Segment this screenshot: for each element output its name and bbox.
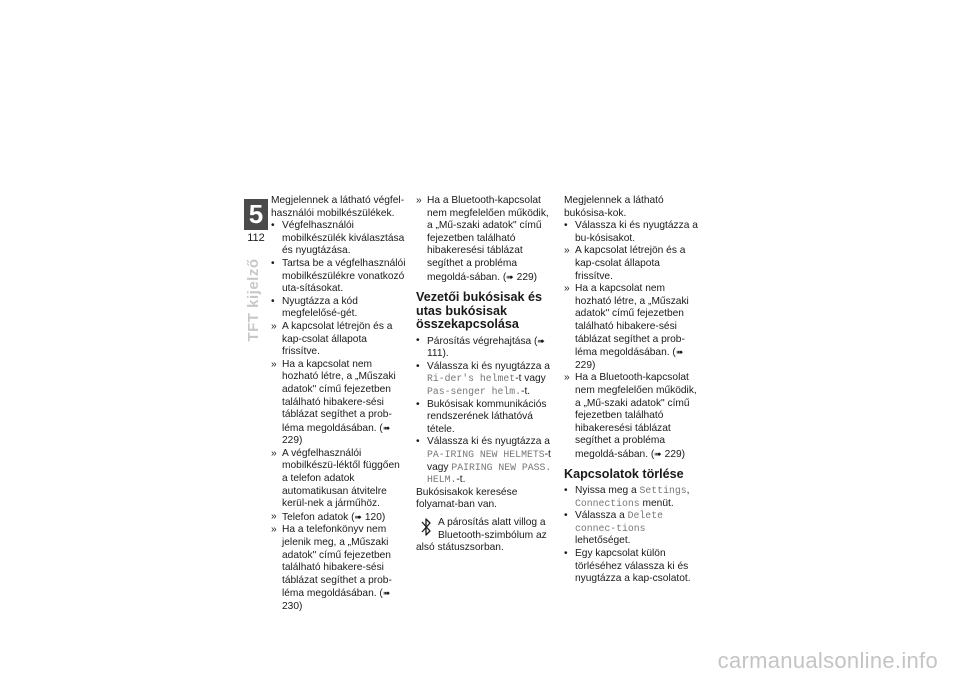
page-number: 112 [247, 232, 265, 244]
list-marker: » [564, 283, 570, 295]
list-marker: • [416, 398, 420, 410]
arrow-icon: ➠ [537, 335, 545, 346]
list-item: • Válassza a Delete connec-tions lehetőséget. [564, 510, 663, 547]
list-item: • Nyugtázza a kód megfelelősé-gét. [271, 295, 358, 320]
list-item: • Nyissa meg a Settings, Connections menüt. [564, 484, 690, 509]
list-item: » A végfelhasználói mobilkészü-léktől függően a telefon adatok automatikusan átvitelre kerül-nek a járműhöz. [271, 447, 400, 510]
list-item: • Válassza ki és nyugtázza a PA-IRING NEW HELMETS-t vagy PAIRING NEW PASS. HELM.-t. [416, 436, 552, 486]
list-marker: » [271, 510, 277, 522]
text-column-1 [271, 195, 407, 614]
list-item: • Végfelhasználói mobilkészülék kiválasztása és nyugtázása. [271, 220, 405, 257]
list-marker: • [271, 220, 275, 232]
list-item: » A kapcsolat létrejön és a kap-csolat állapota frissítve. [564, 245, 686, 282]
list-item: • Egy kapcsolat külön törléséhez válassza ki és nyugtázza a kap-csolatot. [564, 547, 691, 585]
arrow-icon: ➠ [654, 448, 662, 459]
bluetooth-icon [418, 517, 434, 537]
menu-term: Pas-senger helm. [427, 386, 522, 398]
list-item: » Ha a telefonkönyv nem jelenik meg, a „Műszaki adatok" című fejezetben található hibakere-sési táblázat segíthet a prob-léma megoldásában. (➠ 230) [271, 524, 392, 612]
list-item: • Tartsa be a végfelhasználói mobilkészülékre vonatkozó uta-sításokat. [271, 257, 406, 295]
menu-term: Delete connec-tions [575, 510, 663, 534]
watermark: carmanualsonline.info [717, 648, 938, 673]
list-item: » Ha a Bluetooth-kapcsolat nem megfelelően működik, a „Mű-szaki adatok" című fejezetben található hibakeresési táblázat segíthet a probléma megoldá-sában. (➠ 229) [416, 195, 549, 283]
list-marker: • [564, 547, 568, 559]
list-marker: » [564, 245, 570, 257]
list-marker: • [564, 510, 568, 522]
instruction-list [271, 220, 407, 613]
list-item: • Válassza ki és nyugtázza a Ri-der's helmet-t vagy Pas-senger helm.-t. [416, 360, 550, 398]
list-item: • Válassza ki és nyugtázza a bu-kósisakot. [564, 220, 698, 244]
list-marker: » [271, 447, 277, 459]
paragraph: Megjelennek a látható végfel-használói mobilkészülékek. [271, 195, 405, 219]
list-marker: • [416, 334, 420, 346]
list-marker: • [271, 257, 275, 269]
instruction-list [564, 220, 700, 461]
list-item: » Ha a kapcsolat nem hozható létre, a „Műszaki adatok" című fejezetben található hibakere-sési táblázat segíthet a prob-léma megoldásában. (➠ 229) [271, 358, 396, 447]
arrow-icon: ➠ [506, 271, 514, 282]
menu-term: Settings [639, 484, 687, 496]
list-marker: • [416, 360, 420, 372]
arrow-icon: ➠ [382, 422, 391, 433]
list-item: » Telefon adatok (➠ 120) [271, 510, 386, 523]
arrow-icon: ➠ [675, 347, 684, 358]
list-marker: » [271, 524, 277, 536]
list-marker: » [564, 372, 570, 384]
chapter-number-tab: 5 [244, 199, 268, 230]
list-item: » A kapcsolat létrejön és a kap-csolat állapota frissítve. [271, 320, 393, 358]
list-marker: » [416, 195, 422, 206]
list-marker: • [564, 484, 568, 496]
section-heading: Vezetői bukósisak és utas bukósisak összekapcsolása [416, 290, 542, 332]
chapter-side-title: TFT kijelző [245, 258, 262, 342]
paragraph: Megjelennek a látható bukósisa-kok. [564, 195, 664, 219]
list-marker: » [271, 320, 277, 332]
list-marker: • [416, 436, 420, 448]
section-heading: Kapcsolatok törlése [564, 467, 684, 482]
arrow-icon: ➠ [382, 588, 391, 599]
list-item: » Ha a kapcsolat nem hozható létre, a „Műszaki adatok" című fejezetben található hibakere-sési táblázat segíthet a prob-léma megoldásában. (➠ 229) [564, 283, 689, 371]
bluetooth-note: A párosítás alatt villog a Bluetooth-szimbólum az alsó státuszsorban. [416, 516, 547, 554]
arrow-icon: ➠ [354, 511, 363, 522]
list-marker: » [271, 358, 277, 370]
text-column-3 [564, 195, 700, 586]
text-column-2 [416, 195, 552, 555]
menu-term: PAIRING NEW PASS. HELM. [427, 461, 552, 486]
list-item: • Bukósisak kommunikációs rendszerének láthatóvá tétele. [416, 398, 547, 435]
list-marker: • [564, 220, 568, 232]
menu-term: Connections [575, 497, 640, 509]
paragraph: Bukósisakok keresése folyamat-ban van. [416, 486, 518, 511]
menu-term: Ri-der's helmet [427, 373, 516, 385]
list-item: » Ha a Bluetooth-kapcsolat nem megfelelően működik, a „Mű-szaki adatok" című fejezetben található hibakeresési táblázat segíthet a probléma megoldá-sában. (➠ 229) [564, 372, 697, 460]
list-marker: • [271, 295, 275, 307]
list-item: • Párosítás végrehajtása (➠ 111). [416, 334, 545, 360]
menu-term: PA-IRING NEW HELMETS [427, 449, 545, 460]
